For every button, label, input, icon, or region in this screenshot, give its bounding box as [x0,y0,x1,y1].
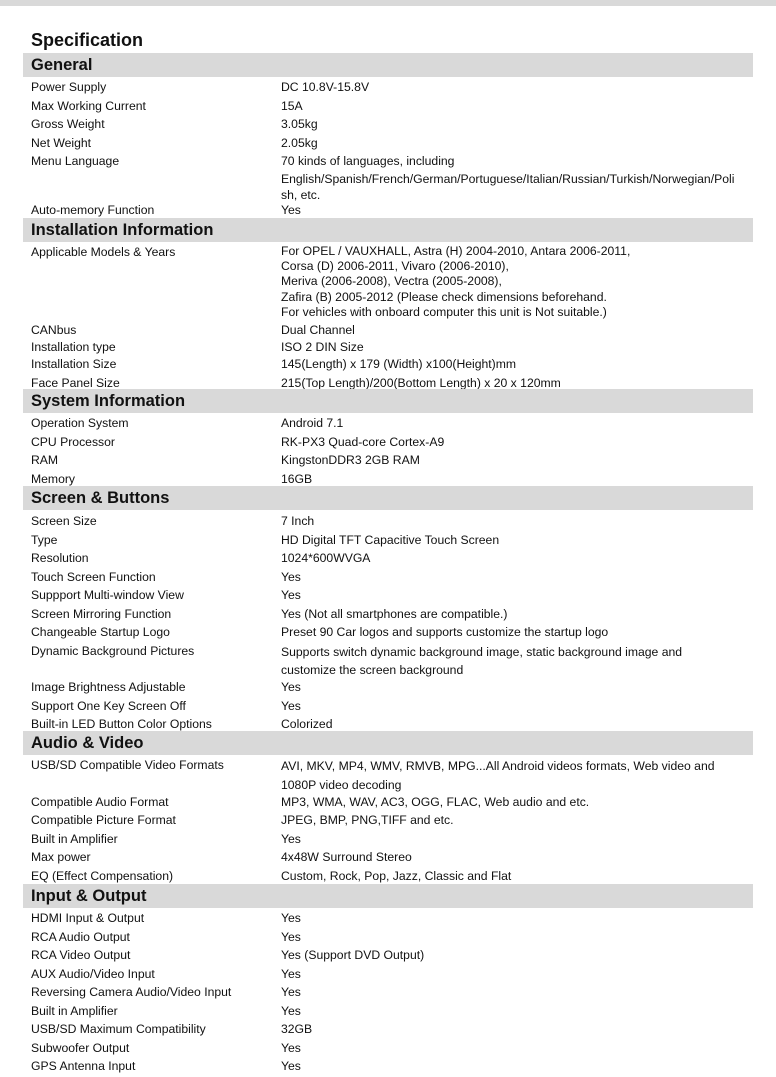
spec-row [23,910,753,929]
spec-label: USB/SD Compatible Video Formats [31,758,224,772]
spec-row [23,849,753,868]
spec-label: Operation System [31,416,129,430]
spec-label: Gross Weight [31,117,105,131]
spec-value: KingstonDDR3 2GB RAM [281,453,420,467]
spec-value: 3.05kg [281,117,318,131]
spec-value: Yes [281,966,301,981]
spec-value: Yes [281,588,301,602]
section-general [23,53,753,220]
spec-label: Net Weight [31,135,92,150]
spec-row [23,244,753,322]
spec-value-line: sh, etc. [281,188,321,202]
spec-label: Image Brightness Adjustable [31,680,186,694]
spec-row [23,532,753,551]
spec-row [23,452,753,471]
spec-value: Yes [281,680,301,694]
spec-label: Suppport Multi-window View [31,588,184,602]
spec-row [23,79,753,98]
spec-value: ISO 2 DIN Size [281,339,364,354]
spec-row [23,1003,753,1022]
spec-row [23,1040,753,1059]
top-border [0,0,776,6]
spec-value: Yes [281,831,301,846]
spec-value: HD Digital TFT Capacitive Touch Screen [281,532,500,547]
spec-label: Built in Amplifier [31,831,118,846]
spec-label: Type [31,532,58,547]
spec-value: 7 Inch [281,514,315,528]
spec-label: Built-in LED Button Color Options [31,717,212,731]
spec-row [23,434,753,453]
spec-value: Yes [281,1003,301,1018]
page-title: Specification [31,30,144,50]
section-heading: Screen & Buttons [23,486,753,510]
spec-label: Touch Screen Function [31,569,156,584]
spec-row [23,415,753,434]
spec-value: Custom, Rock, Pop, Jazz, Classic and Flat [281,868,512,883]
spec-value: 16GB [281,471,313,486]
spec-label: Resolution [31,551,89,565]
spec-label: Screen Size [31,514,97,528]
spec-row [23,947,753,966]
spec-row [23,984,753,1003]
spec-row [23,339,753,357]
spec-label: Memory [31,471,76,486]
spec-value: Yes [281,202,301,217]
spec-value-line: 70 kinds of languages, including [281,154,455,168]
spec-label: Installation type [31,339,116,354]
spec-value [281,643,749,680]
spec-value-line: Zafira (B) 2005-2012 (Please check dimensions beforehand. [281,289,607,304]
spec-value: Yes (Support DVD Output) [281,948,425,962]
spec-value: Colorized [281,717,333,731]
spec-label: Screen Mirroring Function [31,606,172,621]
spec-label: Built in Amplifier [31,1003,118,1018]
spec-row [23,356,753,375]
spec-value-line: customize the screen background [281,663,464,677]
spec-value-line: For vehicles with onboard computer this unit is Not suitable.) [281,304,607,319]
section-heading: System Information [23,389,753,413]
section-screen-buttons [23,486,753,735]
spec-value: 1024*600WVGA [281,551,371,565]
spec-label: Menu Language [31,154,120,168]
spec-row [23,831,753,850]
section-audio-video [23,731,753,886]
spec-value [281,757,749,794]
spec-value-line: For OPEL / VAUXHALL, Astra (H) 2004-2010, Antara 2006-2011, [281,244,631,258]
section-heading: General [23,53,753,77]
spec-value: 15A [281,98,303,113]
spec-value: 2.05kg [281,135,318,150]
spec-value [281,244,749,320]
spec-value: Yes [281,985,301,999]
section-installation [23,218,753,393]
spec-label: GPS Antenna Input [31,1059,136,1073]
spec-value: 215(Top Length)/200(Bottom Length) x 20 x 120mm [281,375,561,390]
spec-value-line: AVI, MKV, MP4, WMV, RMVB, MPG...All Android videos formats, Web video and [281,759,715,773]
spec-value: Yes [281,1059,301,1073]
spec-label: RAM [31,453,59,467]
spec-label: HDMI Input & Output [31,911,145,925]
spec-value: Yes [281,929,301,944]
spec-value: MP3, WMA, WAV, AC3, OGG, FLAC, Web audio and etc. [281,794,590,809]
spec-value: 4x48W Surround Stereo [281,850,412,864]
spec-label: Subwoofer Output [31,1040,130,1055]
spec-value: Dual Channel [281,323,355,337]
spec-label: Face Panel Size [31,375,120,390]
spec-label: Power Supply [31,80,107,94]
spec-label: RCA Audio Output [31,929,130,944]
spec-row [23,757,753,794]
spec-row [23,966,753,985]
section-heading: Input & Output [23,884,753,908]
spec-row [23,812,753,831]
section-heading: Audio & Video [23,731,753,755]
spec-label: Auto-memory Function [31,202,155,217]
spec-row [23,643,753,680]
spec-row [23,513,753,532]
spec-label: CPU Processor [31,434,115,449]
section-input-output [23,884,753,1077]
spec-row [23,679,753,698]
spec-value: Preset 90 Car logos and supports customize the startup logo [281,625,609,639]
spec-value-line: English/Spanish/French/German/Portuguese/Italian/Russian/Turkish/Norwegian/Poli [281,172,735,186]
spec-row [23,698,753,717]
spec-label: Compatible Picture Format [31,813,176,827]
spec-row [23,929,753,948]
spec-value-line: Meriva (2006-2008), Vectra (2005-2008), [281,274,502,289]
spec-label: Max Working Current [31,98,146,113]
spec-value-line: Corsa (D) 2006-2011, Vivaro (2006-2010), [281,259,509,274]
spec-value: Yes (Not all smartphones are compatible.) [281,606,508,621]
spec-value: RK-PX3 Quad-core Cortex-A9 [281,434,445,449]
section-heading: Installation Information [23,218,753,242]
spec-row [23,569,753,588]
spec-row [23,606,753,625]
spec-row [23,116,753,135]
spec-row [23,98,753,117]
spec-value: Yes [281,911,301,925]
section-system [23,389,753,489]
spec-label: Compatible Audio Format [31,794,169,809]
spec-label: CANbus [31,323,77,337]
spec-label: EQ (Effect Compensation) [31,868,174,883]
spec-row [23,794,753,813]
spec-label: RCA Video Output [31,948,131,962]
spec-value-line: 1080P video decoding [281,777,402,792]
spec-label: Reversing Camera Audio/Video Input [31,985,232,999]
spec-value: 32GB [281,1022,313,1036]
spec-label: Changeable Startup Logo [31,625,170,639]
spec-row [23,587,753,606]
spec-row [23,550,753,569]
spec-value: Yes [281,569,301,584]
spec-value-line: Supports switch dynamic background image, static background image and [281,644,683,659]
spec-label: Dynamic Background Pictures [31,643,195,658]
spec-row [23,624,753,643]
spec-label: Max power [31,850,91,864]
spec-value: Android 7.1 [281,416,344,430]
spec-label: Installation Size [31,357,117,371]
spec-row [23,135,753,154]
spec-value: DC 10.8V-15.8V [281,80,370,94]
spec-value: Yes [281,698,301,713]
spec-value [281,153,749,203]
spec-value: 145(Length) x 179 (Width) x100(Height)mm [281,357,517,371]
spec-label: AUX Audio/Video Input [31,966,155,981]
spec-value: Yes [281,1040,301,1055]
spec-value: JPEG, BMP, PNG,TIFF and etc. [281,813,454,827]
spec-label: Applicable Models & Years [31,245,176,259]
spec-label: Support One Key Screen Off [31,698,186,713]
spec-row [23,153,753,202]
spec-row [23,1021,753,1040]
spec-row [23,322,753,339]
spec-label: USB/SD Maximum Compatibility [31,1022,206,1036]
spec-row [23,1058,753,1077]
